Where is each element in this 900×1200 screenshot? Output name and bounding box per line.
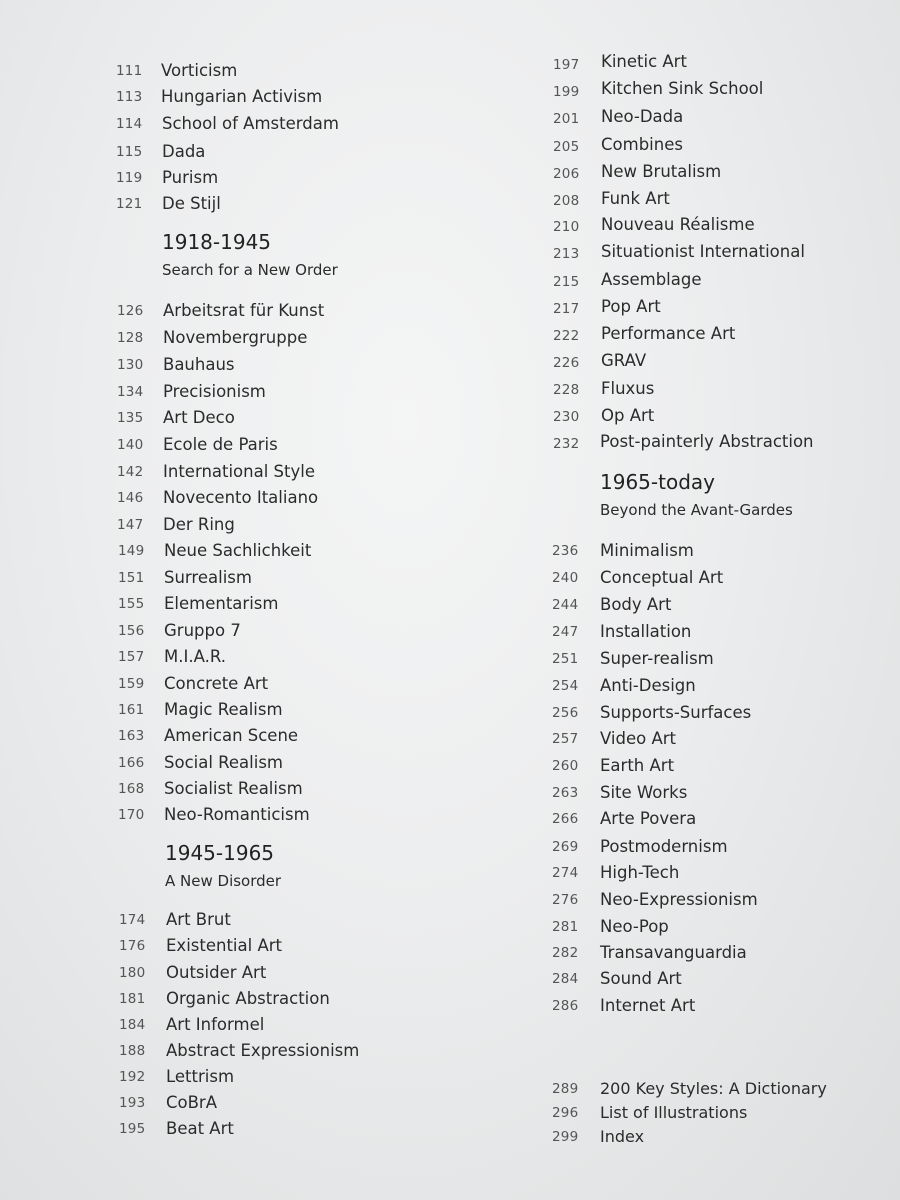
page-number: 149 — [118, 543, 145, 559]
section-heading-1918-1945: 1918-1945 — [162, 230, 272, 254]
entry-title: Body Art — [600, 595, 672, 614]
entry-title: American Scene — [164, 726, 299, 745]
page-number: 205 — [553, 139, 580, 155]
entry-title: Novecento Italiano — [163, 488, 319, 507]
entry-title: Surrealism — [164, 568, 252, 587]
entry-title: Existential Art — [166, 936, 282, 955]
entry-title: Magic Realism — [164, 700, 283, 719]
page-number: 174 — [119, 912, 146, 928]
page-number: 176 — [119, 938, 146, 954]
page-number: 274 — [552, 865, 579, 881]
page-number: 157 — [118, 649, 145, 665]
entry-title: Vorticism — [161, 61, 238, 80]
page-number: 121 — [116, 196, 143, 212]
page-number: 213 — [553, 246, 580, 262]
page-number: 296 — [552, 1105, 579, 1121]
page-number: 230 — [553, 409, 580, 425]
entry-title: Neue Sachlichkeit — [164, 541, 312, 560]
entry-title: Nouveau Réalisme — [601, 215, 755, 234]
page-number: 192 — [119, 1069, 146, 1085]
entry-title: School of Amsterdam — [162, 114, 339, 133]
page-number: 284 — [552, 971, 579, 987]
entry-title: Neo-Pop — [600, 917, 669, 936]
page-number: 113 — [116, 89, 143, 105]
entry-title: Fluxus — [601, 379, 655, 398]
entry-title: 200 Key Styles: A Dictionary — [600, 1079, 827, 1098]
page-number: 226 — [553, 355, 580, 371]
entry-title: Index — [600, 1127, 645, 1146]
entry-title: Art Deco — [163, 408, 235, 427]
entry-title: Dada — [162, 142, 206, 161]
entry-title: Post-painterly Abstraction — [600, 432, 814, 451]
page-number: 146 — [117, 490, 144, 506]
section-subtitle-1918-1945: Search for a New Order — [162, 261, 338, 279]
page-number: 276 — [552, 892, 579, 908]
page-number: 140 — [117, 437, 144, 453]
page-number: 115 — [116, 144, 143, 160]
entry-title: Ecole de Paris — [163, 435, 278, 454]
entry-title: Organic Abstraction — [166, 989, 330, 1008]
entry-title: Gruppo 7 — [164, 621, 241, 640]
page-number: 269 — [552, 839, 579, 855]
section-heading-1945-1965: 1945-1965 — [165, 841, 275, 865]
page-number: 247 — [552, 624, 579, 640]
entry-title: Art Informel — [166, 1015, 265, 1034]
page-number: 201 — [553, 111, 580, 127]
entry-title: Assemblage — [601, 270, 702, 289]
entry-title: Funk Art — [601, 189, 670, 208]
entry-title: Lettrism — [166, 1067, 235, 1086]
entry-title: GRAV — [601, 351, 647, 370]
entry-title: Socialist Realism — [164, 779, 303, 798]
entry-title: Outsider Art — [166, 963, 267, 982]
page-number: 128 — [117, 330, 144, 346]
page-number: 281 — [552, 919, 579, 935]
page-number: 142 — [117, 464, 144, 480]
page-number: 210 — [553, 219, 580, 235]
entry-title: International Style — [163, 462, 315, 481]
entry-title: Novembergruppe — [163, 328, 308, 347]
entry-title: Supports-Surfaces — [600, 703, 752, 722]
entry-title: Earth Art — [600, 756, 675, 775]
entry-title: Elementarism — [164, 594, 279, 613]
page-number: 180 — [119, 965, 146, 981]
entry-title: Internet Art — [600, 996, 696, 1015]
page-number: 254 — [552, 678, 579, 694]
page-number: 188 — [119, 1043, 146, 1059]
page-number: 206 — [553, 166, 580, 182]
page-number: 193 — [119, 1095, 146, 1111]
entry-title: Abstract Expressionism — [166, 1041, 360, 1060]
page-number: 236 — [552, 543, 579, 559]
entry-title: Pop Art — [601, 297, 661, 316]
entry-title: New Brutalism — [601, 162, 722, 181]
page-number: 119 — [116, 170, 143, 186]
page-number: 266 — [552, 811, 579, 827]
entry-title: Anti-Design — [600, 676, 696, 695]
page-number: 111 — [116, 63, 143, 79]
entry-title: Transavanguardia — [600, 943, 747, 962]
page-number: 159 — [118, 676, 145, 692]
entry-title: Neo-Dada — [601, 107, 684, 126]
page-number: 197 — [553, 57, 580, 73]
entry-title: Arte Povera — [600, 809, 697, 828]
page-number: 222 — [553, 328, 580, 344]
page-number: 147 — [117, 517, 144, 533]
page-number: 130 — [117, 357, 144, 373]
page-number: 208 — [553, 193, 580, 209]
page-number: 289 — [552, 1081, 579, 1097]
entry-title: M.I.A.R. — [164, 647, 226, 666]
entry-title: Bauhaus — [163, 355, 235, 374]
entry-title: Video Art — [600, 729, 677, 748]
entry-title: Minimalism — [600, 541, 694, 560]
entry-title: Site Works — [600, 783, 688, 802]
entry-title: Installation — [600, 622, 692, 641]
page-number: 155 — [118, 596, 145, 612]
page-number: 161 — [118, 702, 145, 718]
entry-title: De Stijl — [162, 194, 221, 213]
entry-title: Concrete Art — [164, 674, 269, 693]
entry-title: Neo-Expressionism — [600, 890, 758, 909]
page-number: 151 — [118, 570, 145, 586]
page-number: 156 — [118, 623, 145, 639]
entry-title: Super-realism — [600, 649, 714, 668]
entry-title: Situationist International — [601, 242, 805, 261]
entry-title: CoBrA — [166, 1093, 218, 1112]
entry-title: Art Brut — [166, 910, 231, 929]
page-number: 163 — [118, 728, 145, 744]
page-number: 181 — [119, 991, 146, 1007]
entry-title: Combines — [601, 135, 683, 154]
page-number: 134 — [117, 384, 144, 400]
page-number: 114 — [116, 116, 143, 132]
page-number: 199 — [553, 84, 580, 100]
page-number: 240 — [552, 570, 579, 586]
entry-title: Conceptual Art — [600, 568, 724, 587]
page-number: 251 — [552, 651, 579, 667]
page-number: 126 — [117, 303, 144, 319]
page-number: 184 — [119, 1017, 146, 1033]
page-number: 168 — [118, 781, 145, 797]
page-number: 232 — [553, 436, 580, 452]
entry-title: List of Illustrations — [600, 1103, 748, 1122]
page-number: 195 — [119, 1121, 146, 1137]
page-number: 244 — [552, 597, 579, 613]
page-number: 217 — [553, 301, 580, 317]
entry-title: Postmodernism — [600, 837, 728, 856]
page-number: 257 — [552, 731, 579, 747]
page-number: 260 — [552, 758, 579, 774]
page-number: 256 — [552, 705, 579, 721]
page-number: 286 — [552, 998, 579, 1014]
entry-title: Sound Art — [600, 969, 682, 988]
page-number: 282 — [552, 945, 579, 961]
page-number: 299 — [552, 1129, 579, 1145]
page-number: 263 — [552, 785, 579, 801]
entry-title: Arbeitsrat für Kunst — [163, 301, 325, 320]
page-number: 215 — [553, 274, 580, 290]
section-subtitle-1965-today: Beyond the Avant-Gardes — [600, 501, 793, 519]
entry-title: Neo-Romanticism — [164, 805, 310, 824]
entry-title: Kitchen Sink School — [601, 79, 764, 98]
entry-title: Op Art — [601, 406, 655, 425]
entry-title: High-Tech — [600, 863, 680, 882]
entry-title: Kinetic Art — [601, 52, 687, 71]
page-number: 135 — [117, 410, 144, 426]
entry-title: Hungarian Activism — [161, 87, 323, 106]
entry-title: Purism — [162, 168, 219, 187]
entry-title: Beat Art — [166, 1119, 234, 1138]
page-number: 170 — [118, 807, 145, 823]
entry-title: Precisionism — [163, 382, 266, 401]
entry-title: Performance Art — [601, 324, 736, 343]
section-subtitle-1945-1965: A New Disorder — [165, 872, 282, 890]
page-number: 166 — [118, 755, 145, 771]
page-number: 228 — [553, 382, 580, 398]
entry-title: Social Realism — [164, 753, 283, 772]
section-heading-1965-today: 1965-today — [600, 470, 715, 494]
entry-title: Der Ring — [163, 515, 235, 534]
